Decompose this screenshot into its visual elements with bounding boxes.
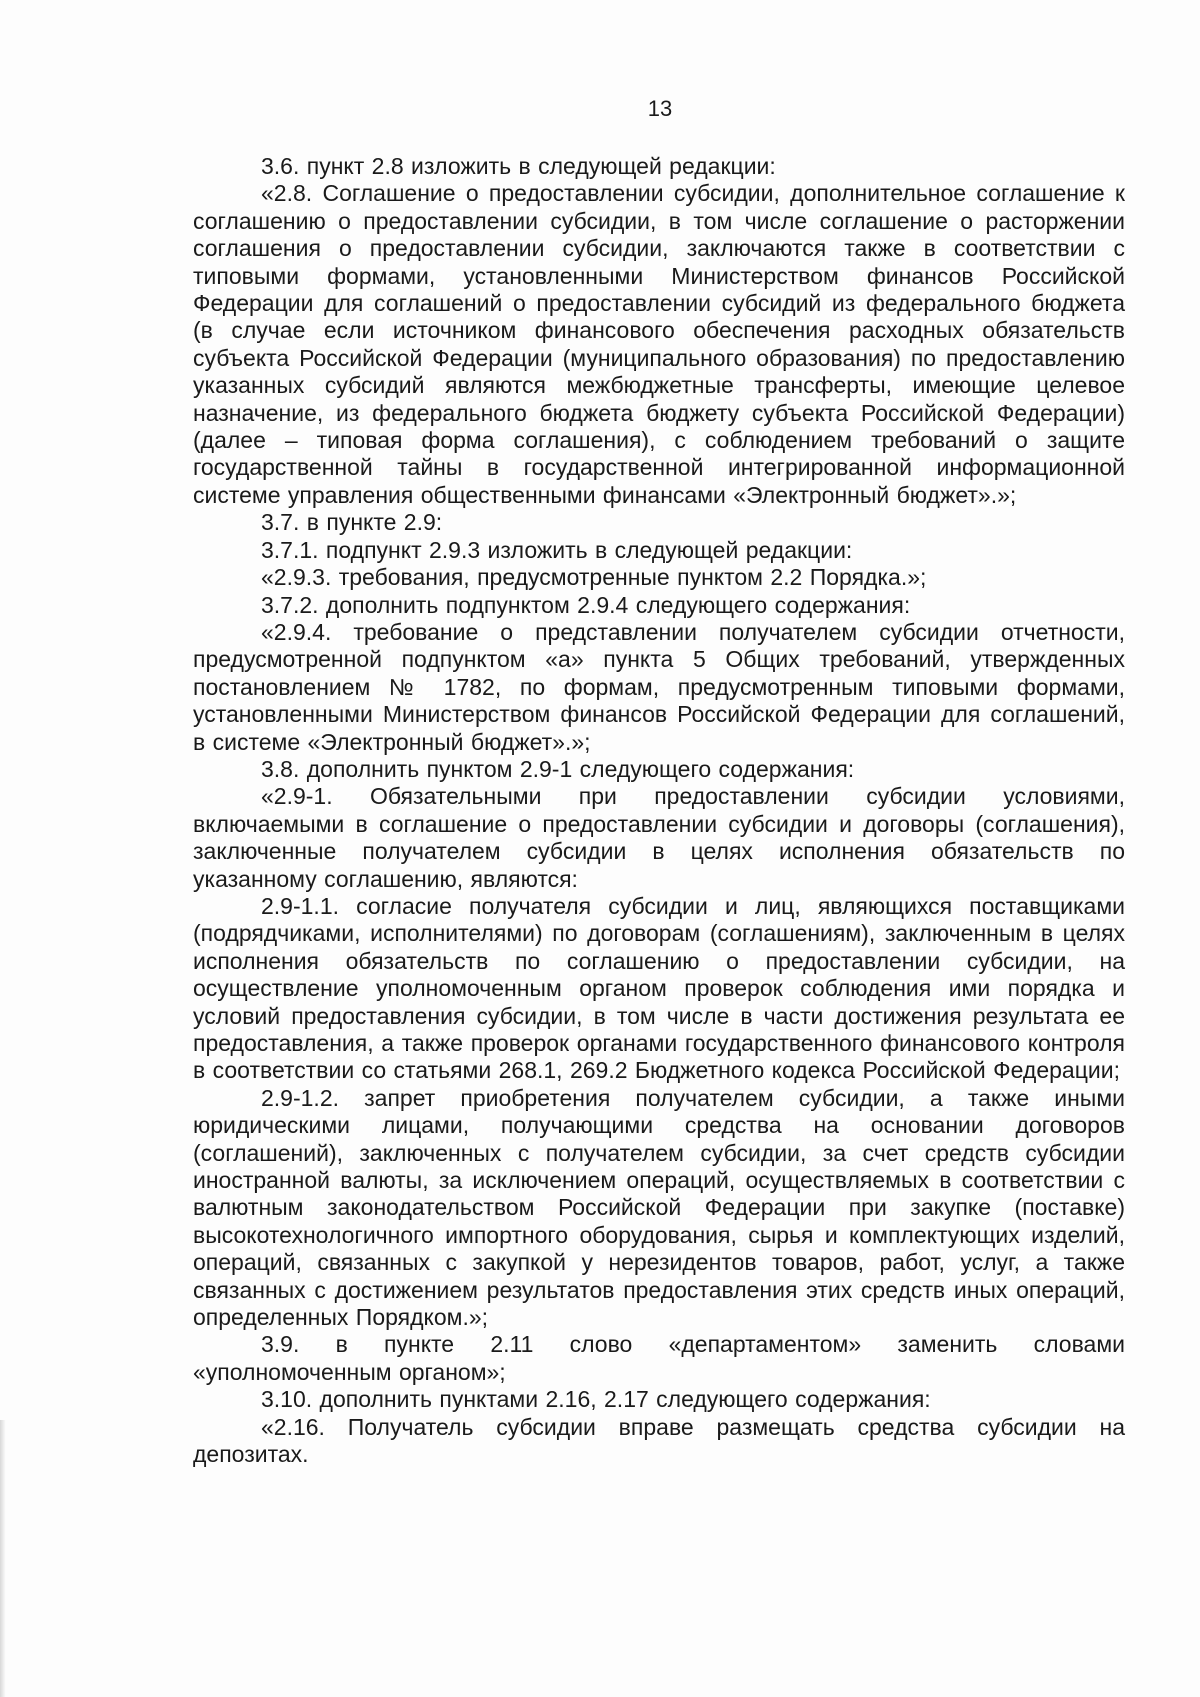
page-number: 13 xyxy=(647,96,673,121)
paragraph-3-7-2: 3.7.2. дополнить подпунктом 2.9.4 следующего содержания: xyxy=(261,591,911,618)
paragraph-3-7: 3.7. в пункте 2.9: xyxy=(261,509,443,536)
paragraph-2-16-text: «2.16. Получатель субсидии вправе размещать средства субсидии на депозитах. xyxy=(193,1413,1125,1468)
paragraph-3-7-1: 3.7.1. подпункт 2.9.3 изложить в следующей редакции: xyxy=(261,536,853,563)
scan-edge-shadow xyxy=(0,1420,6,1697)
paragraph-2-9-3-text: «2.9.3. требования, предусмотренные пунктом 2.2 Порядка.»; xyxy=(261,564,927,591)
paragraph-2-9-1-2-text: 2.9-1.2. запрет приобретения получателем субсидии, а также иными юридическими лицами, получающими средства на основании договоров (соглашений), заключенных с получателем субсидии, за счет средств субсидии иностранной валюты, за исключением операций, осуществляемых в соответствии с валютным законодательством Российской Федерации при закупке (поставке) высокотехнологичного импортного оборудования, сырья и комплектующих изделий, операций, связанных с закупкой у нерезидентов товаров, работ, услуг, а также связанных с достижением результатов предоставления этих средств иных операций, определенных Порядком.»; xyxy=(193,1084,1125,1331)
document-body xyxy=(193,153,1125,1469)
paragraph-2-9-4-text: «2.9.4. требование о представлении получателем субсидии отчетности, предусмотренной подпунктом «а» пункта 5 Общих требований, утвержденных постановлением № 1782, по формам, предусмотренным типовыми формами, установленными Министерством финансов Российской Федерации для соглашений, в системе «Электронный бюджет».»; xyxy=(193,618,1125,755)
paragraph-3-10: 3.10. дополнить пунктами 2.16, 2.17 следующего содержания: xyxy=(261,1386,931,1413)
paragraph-2-9-1-1-text: 2.9-1.1. согласие получателя субсидии и лиц, являющихся поставщиками (подрядчиками, исполнителями) по договорам (соглашениям), заключенным в целях исполнения обязательств по соглашению о предоставлении субсидии, на осуществление уполномоченным органом проверок соблюдения ими порядка и условий предоставления субсидии, в том числе в части достижения результата ее предоставления, а также проверок органами государственного финансового контроля в соответствии со статьями 268.1, 269.2 Бюджетного кодекса Российской Федерации; xyxy=(193,892,1125,1084)
paragraph-2-8-text: «2.8. Соглашение о предоставлении субсидии, дополнительное соглашение к соглашению о предоставлении субсидии, в том числе соглашение о расторжении соглашения о предоставлении субсидии, заключаются также в соответствии с типовыми формами, установленными Министерством финансов Российской Федерации для соглашений о предоставлении субсидий из федерального бюджета (в случае если источником финансового обеспечения расходных обязательств субъекта Российской Федерации (муниципального образования) по предоставлению указанных субсидий являются межбюджетные трансферты, имеющие целевое назначение, из федерального бюджета бюджету субъекта Российской Федерации) (далее – типовая форма соглашения), с соблюдением требований о защите государственной тайны в государственной интегрированной информационной системе управления общественными финансами «Электронный бюджет».»; xyxy=(193,180,1125,508)
paragraph-3-9: 3.9. в пункте 2.11 слово «департаментом» заменить словами «уполномоченным органом»; xyxy=(193,1331,1125,1385)
paragraph-3-8: 3.8. дополнить пунктом 2.9-1 следующего содержания: xyxy=(261,755,855,782)
paragraph-3-6: 3.6. пункт 2.8 изложить в следующей редакции: xyxy=(261,153,776,179)
paragraph-2-9-1-text: «2.9-1. Обязательными при предоставлении субсидии условиями, включаемыми в соглашение о предоставлении субсидии и договоры (соглашения), заключенные получателем субсидии в целях исполнения обязательств по указанному соглашению, являются: xyxy=(193,783,1125,892)
